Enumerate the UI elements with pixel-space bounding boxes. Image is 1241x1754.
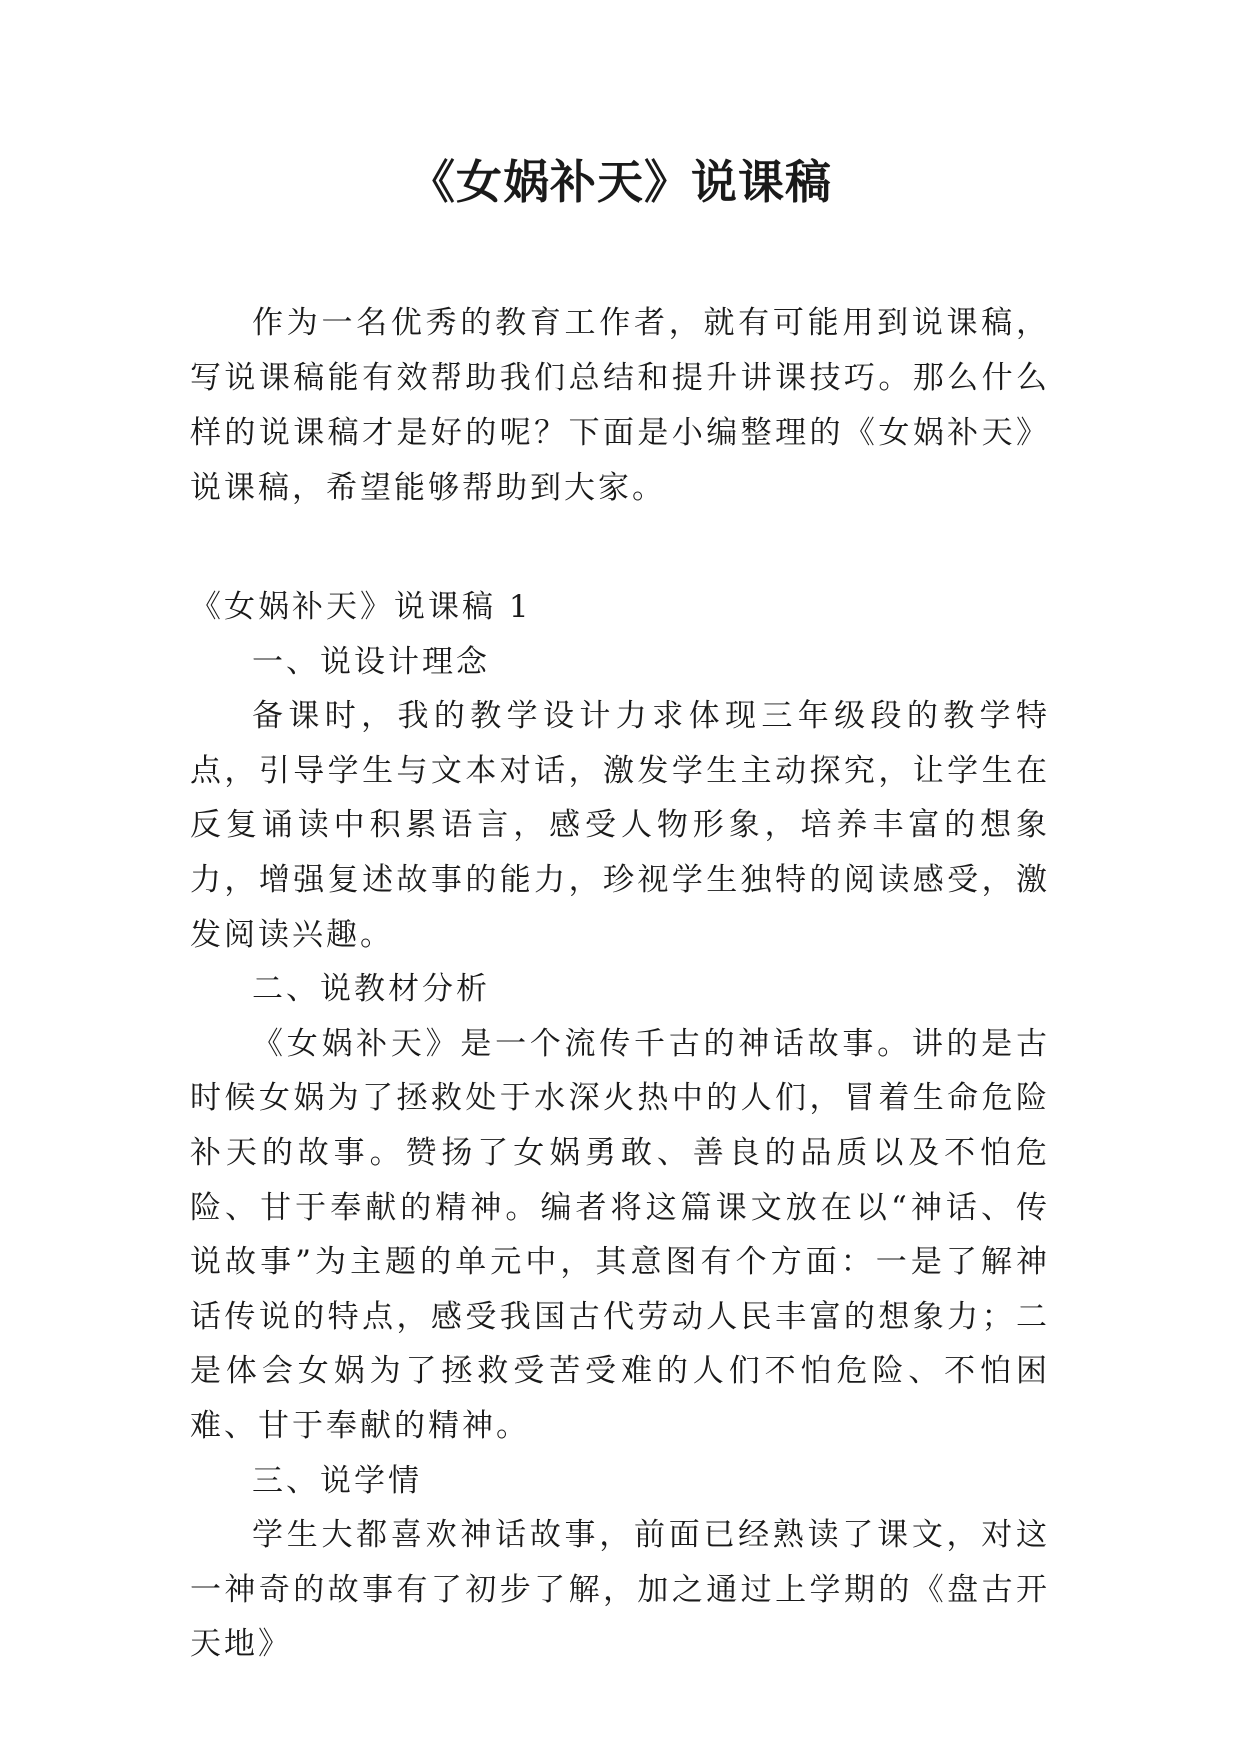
paragraph-design-concept: 备课时，我的教学设计力求体现三年级段的教学特点，引导学生与文本对话，激发学生主动探究，让学生在反复诵读中积累语言，感受人物形象，培养丰富的想象力，增强复述故事的能力，珍视学生独特的阅读感受，激发阅读兴趣。 <box>190 698 1050 953</box>
heading-textbook-analysis: 二、说教材分析 <box>252 971 490 1008</box>
content-block <box>190 580 1050 1672</box>
paragraph-textbook-analysis: 《女娲补天》是一个流传千古的神话故事。讲的是古时候女娲为了拯救处于水深火热中的人们，冒着生命危险补天的故事。赞扬了女娲勇敢、善良的品质以及不怕危险、甘于奉献的精神。编者将这篇课文放在以“神话、传说故事”为主题的单元中，其意图有个方面：一是了解神话传说的特点，感受我国古代劳动人民丰富的想象力；二是体会女娲为了拯救受苦受难的人们不怕危险、不怕困难、甘于奉献的精神。 <box>190 1025 1050 1444</box>
intro-block <box>190 296 1050 516</box>
section-title: 《女娲补天》说课稿 1 <box>190 589 532 625</box>
document-title: 《女娲补天》说课稿 <box>409 155 832 209</box>
paragraph-student-analysis: 学生大都喜欢神话故事，前面已经熟读了课文，对这一神奇的故事有了初步了解，加之通过上学期的《盘古开天地》 <box>190 1517 1050 1663</box>
heading-design-concept: 一、说设计理念 <box>252 643 490 680</box>
heading-student-analysis: 三、说学情 <box>252 1462 422 1499</box>
intro-paragraph: 作为一名优秀的教育工作者，就有可能用到说课稿，写说课稿能有效帮助我们总结和提升讲课技巧。那么什么样的说课稿才是好的呢？下面是小编整理的《女娲补天》说课稿，希望能够帮助到大家。 <box>190 305 1050 506</box>
